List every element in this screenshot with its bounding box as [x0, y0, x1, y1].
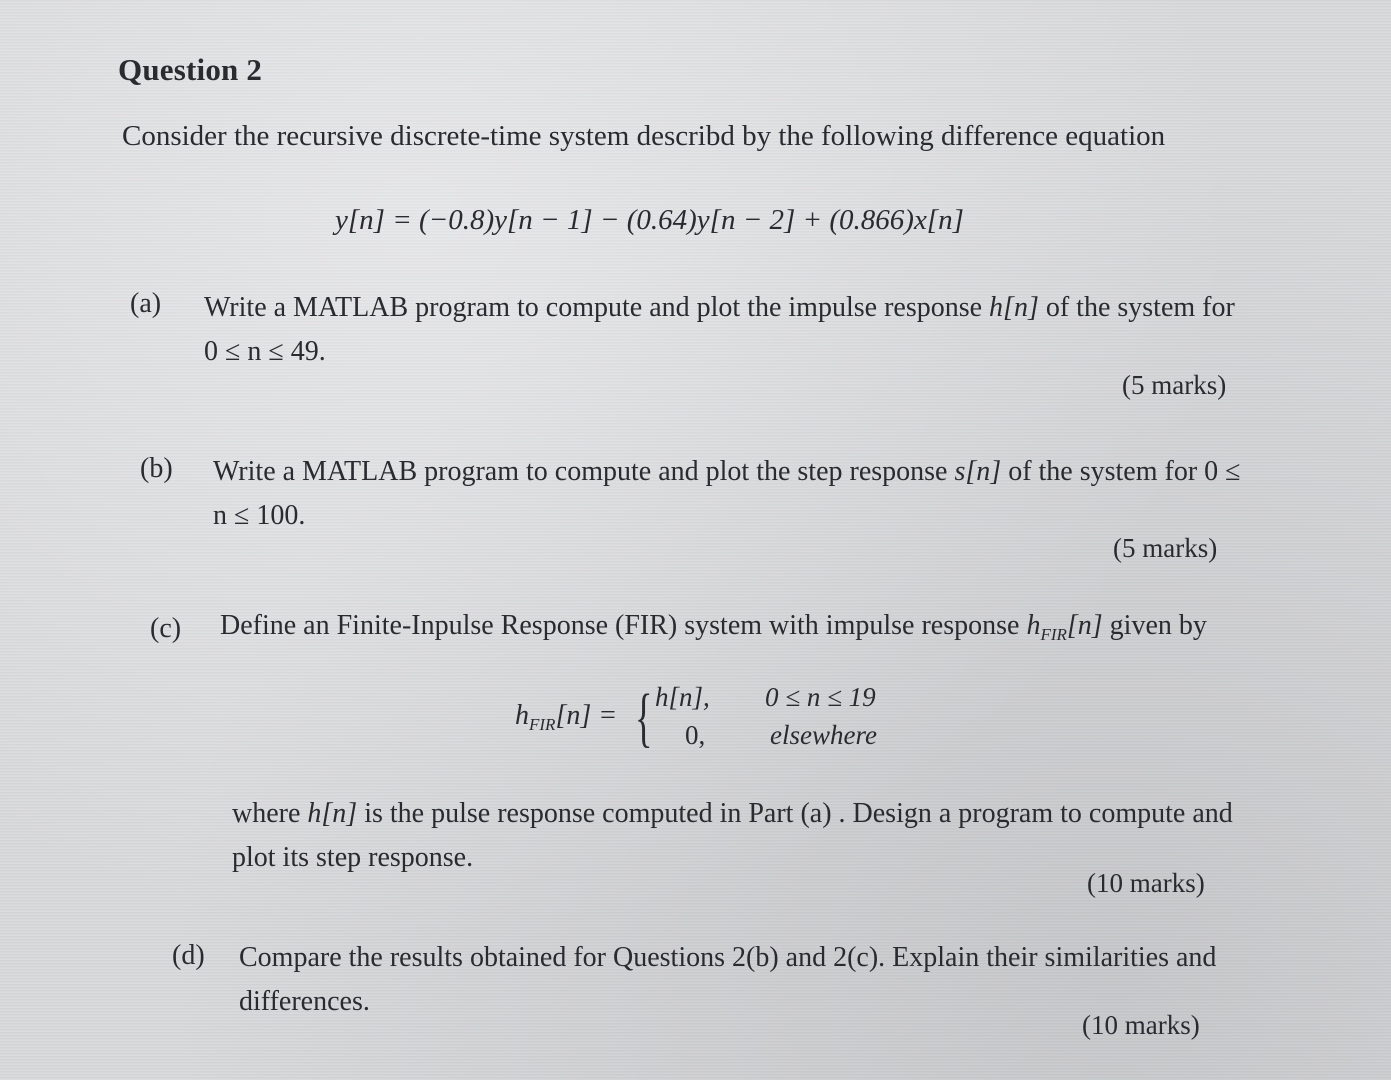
case1-value: h[n],	[655, 682, 710, 712]
part-c-text	[220, 610, 1207, 645]
case1-condition: 0 ≤ n ≤ 19	[765, 682, 876, 712]
question-title: Question 2	[118, 52, 263, 87]
fir-lhs-arg: [n] =	[555, 700, 618, 731]
part-c-math-arg: [n]	[1066, 610, 1103, 641]
part-c-text-after: given by	[1102, 610, 1207, 641]
part-c-label: (c)	[150, 613, 182, 644]
part-a-marks: (5 marks)	[1122, 370, 1227, 400]
part-c-text2	[232, 792, 1242, 880]
part-c-text2-before: where	[232, 798, 308, 829]
difference-equation: y[n] = (−0.8)y[n − 1] − (0.64)y[n − 2] + (0.866)x[n]	[335, 204, 964, 236]
part-c-text-before: Define an Finite-Inpulse Response (FIR) system with impulse response	[220, 610, 1027, 641]
part-b-marks: (5 marks)	[1113, 533, 1218, 563]
part-c-marks: (10 marks)	[1087, 868, 1205, 898]
fir-equation-lhs	[515, 700, 617, 735]
part-a-text-after: of the system for 0 ≤ n ≤ 49.	[204, 292, 1235, 367]
part-c-math-sub: FIR	[1040, 625, 1067, 644]
part-c-math-base: h	[1026, 610, 1041, 641]
part-b-text	[213, 450, 1253, 538]
part-b-math: s[n]	[954, 456, 1002, 487]
part-a-math: h[n]	[989, 292, 1039, 323]
part-d-marks: (10 marks)	[1082, 1010, 1200, 1040]
part-b-label: (b)	[140, 453, 173, 484]
fir-piecewise-equation	[515, 680, 955, 760]
fir-lhs-base: h	[515, 700, 529, 731]
part-c-text2-after: is the pulse response computed in Part (a) . Design a program to compute and plot its step response.	[232, 798, 1233, 873]
part-a-label: (a)	[130, 288, 162, 319]
fir-lhs-sub: FIR	[529, 715, 556, 734]
part-d-label: (d)	[172, 940, 205, 971]
part-c-text2-math: h[n]	[307, 798, 358, 829]
part-d-text: Compare the results obtained for Questions 2(b) and 2(c). Explain their similarities and differences.	[239, 942, 1217, 1017]
part-b-text-before: Write a MATLAB program to compute and plot the step response	[213, 456, 955, 487]
case2-value: 0,	[685, 720, 706, 750]
part-a-text-before: Write a MATLAB program to compute and plot the impulse response	[204, 292, 990, 323]
question-intro: Consider the recursive discrete-time system describd by the following difference equation	[122, 120, 1166, 152]
part-b-text-after: of the system for 0 ≤ n ≤ 100.	[213, 456, 1241, 531]
left-brace: {	[635, 681, 653, 754]
part-a-text	[204, 286, 1254, 374]
case2-condition: elsewhere	[770, 720, 877, 750]
